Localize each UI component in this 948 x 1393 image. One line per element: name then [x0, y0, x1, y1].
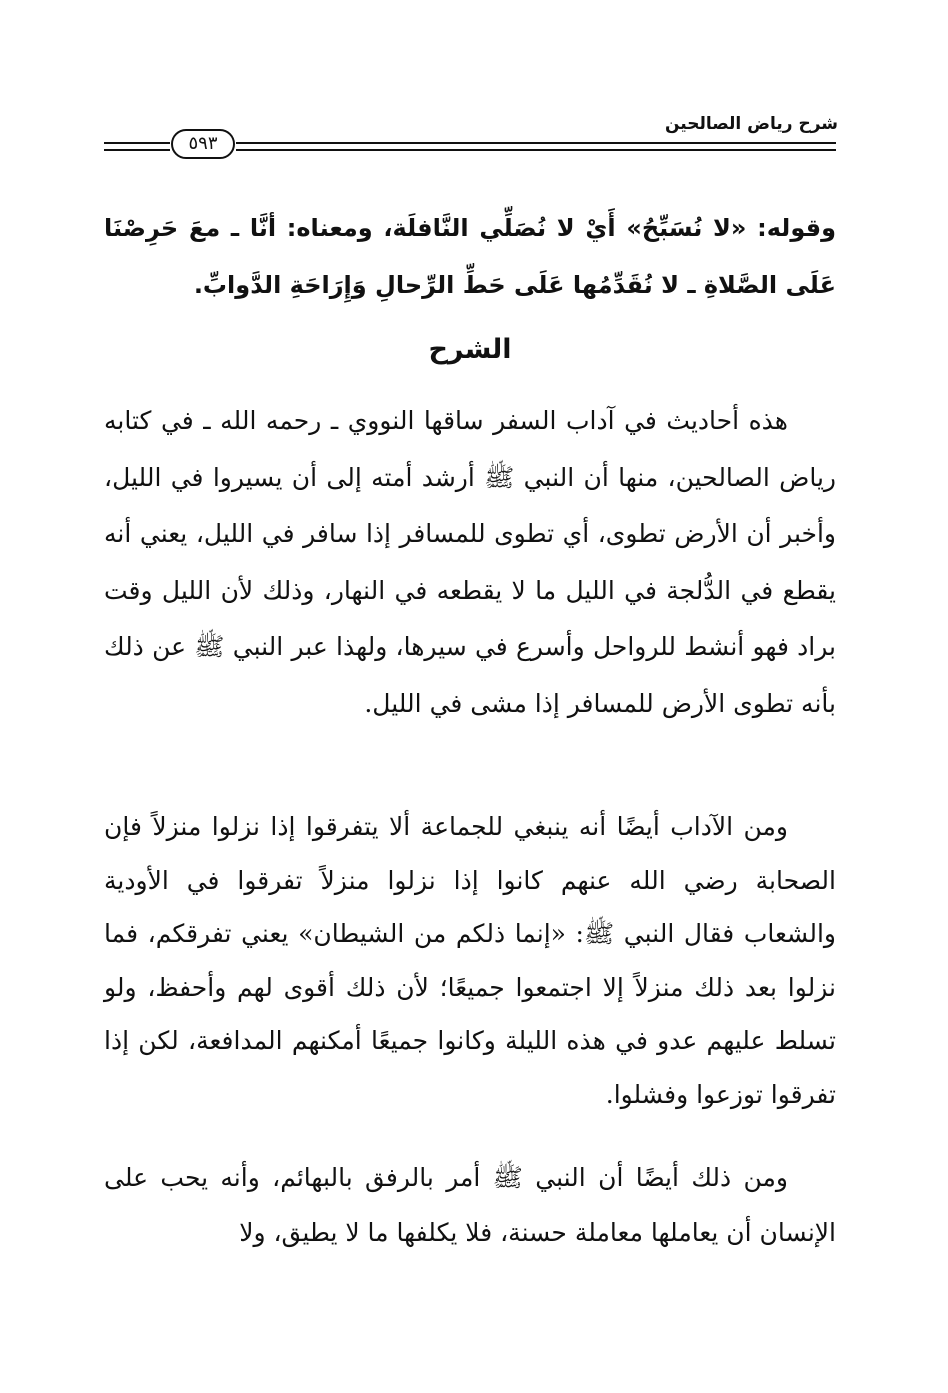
- running-header-title: شرح رياض الصالحين: [664, 114, 838, 134]
- body-paragraph: ومن الآداب أيضًا أنه ينبغي للجماعة ألا يتفرقوا إذا نزلوا منزلاً فإن الصحابة رضي الله عنهم كانوا إذا نزلوا منزلاً تفرقوا في الأودية والشعاب فقال النبي ﷺ: «إنما ذلكم من الشيطان» يعني تفرقكم، فما نزلوا بعد ذلك منزلاً إلا اجتمعوا جميعًا؛ لأن ذلك أقوى لهم وأحفظ، ولو تسلط عليهم عدو في هذه الليلة وكانوا جميعًا أمكنهم المدافعة، لكن إذا تفرقوا توزعوا وفشلوا.: [104, 812, 836, 1109]
- body-paragraph: هذه أحاديث في آداب السفر ساقها النووي ـ رحمه الله ـ في كتابه رياض الصالحين، منها أن النبي ﷺ أرشد أمته إلى أن يسيروا في الليل، وأخبر أن الأرض تطوى، أي تطوى للمسافر إذا سافر في الليل، يعني أنه يقطع في الدُّلجة في الليل ما لا يقطعه في النهار، وذلك لأن الليل وقت براد فهو أنشط للرواحل وأسرع في سيرها، ولهذا عبر النبي ﷺ عن ذلك بأنه تطوى الأرض للمسافر إذا مشى في الليل.: [104, 406, 836, 718]
- header-rule: [104, 142, 170, 144]
- header-rule: [236, 149, 836, 151]
- body-paragraph: ومن ذلك أيضًا أن النبي ﷺ أمر بالرفق بالبهائم، وأنه يحب على الإنسان أن يعاملها معاملة حسنة، فلا يكلفها ما لا يطيق، ولا: [104, 1163, 836, 1247]
- section-heading: الشرح: [428, 334, 512, 365]
- matn-text: وقوله: «لا نُسَبِّحُ» أَيْ لا نُصَلِّي النَّافلَة، ومعناه: أنَّا ـ معَ حَرِصْنَا عَلَى الصَّلاةِ ـ لا نُقَدِّمُها عَلَى حَطِّ الرِّحالِ وَإِرَاحَةِ الدَّوابِّ.: [104, 214, 836, 299]
- header-rule: [104, 149, 170, 151]
- header-rule: [236, 142, 836, 144]
- page-number: ٥٩٣: [171, 129, 235, 159]
